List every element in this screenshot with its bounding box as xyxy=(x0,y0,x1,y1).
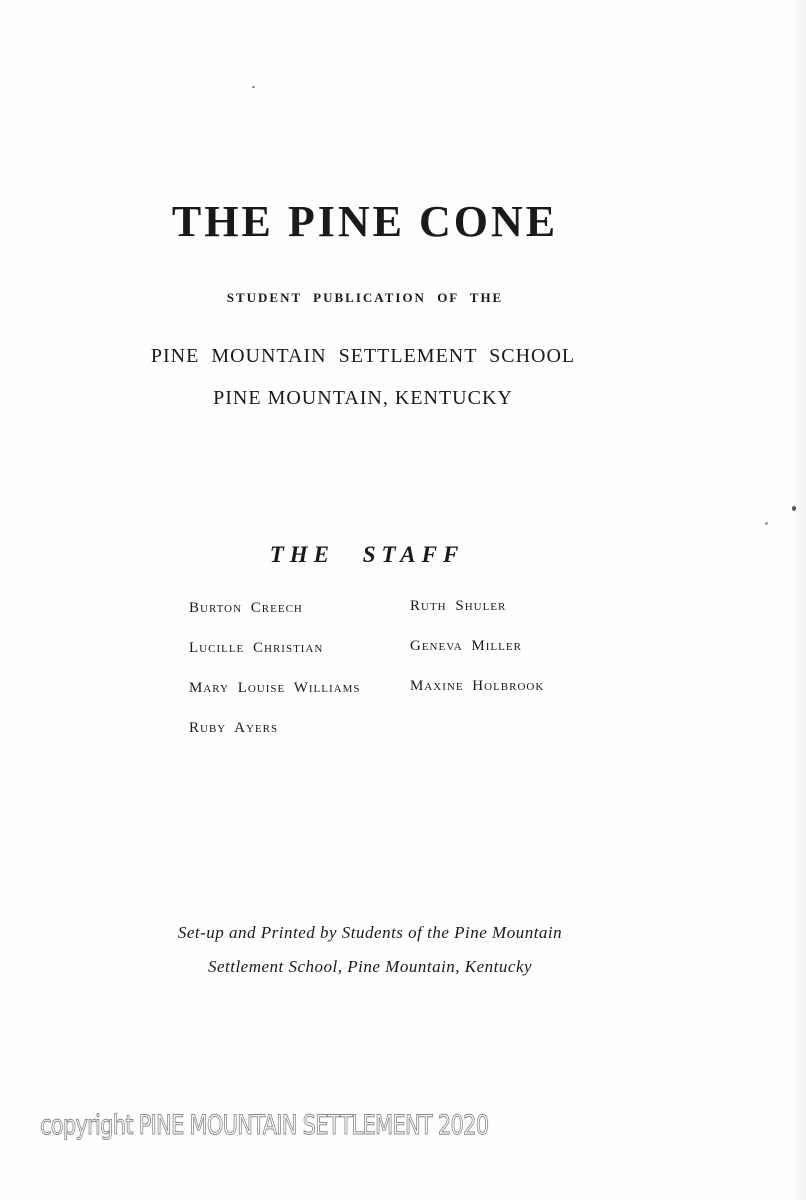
printer-credit-line: Settlement School, Pine Mountain, Kentucky xyxy=(207,957,533,976)
page-edge-shadow xyxy=(792,0,806,1200)
staff-list-left xyxy=(189,600,361,760)
staff-member: Ruth Shuler xyxy=(410,598,507,614)
publication-title: THE PINE CONE xyxy=(171,197,559,246)
staff-member: Lucille Christian xyxy=(189,640,324,656)
paper-speck xyxy=(252,86,255,88)
staff-member: Maxine Holbrook xyxy=(410,678,545,694)
publication-subtitle: STUDENT PUBLICATION OF THE xyxy=(226,290,504,305)
staff-member: Mary Louise Williams xyxy=(189,680,361,696)
printer-credit-line: Set-up and Printed by Students of the Pine Mountain xyxy=(177,923,563,942)
paper-speck xyxy=(765,522,768,525)
staff-member: Ruby Ayers xyxy=(189,720,279,736)
staff-list-right xyxy=(410,598,544,718)
paper-speck xyxy=(792,506,796,511)
staff-heading: THE STAFF xyxy=(269,542,465,567)
school-name: PINE MOUNTAIN SETTLEMENT SCHOOL xyxy=(150,345,576,367)
staff-member: Burton Creech xyxy=(189,600,303,616)
staff-member: Geneva Miller xyxy=(410,638,522,654)
school-location: PINE MOUNTAIN, KENTUCKY xyxy=(213,387,513,409)
printer-credit xyxy=(0,916,740,984)
copyright-watermark: copyright PINE MOUNTAIN SETTLEMENT 2020 xyxy=(40,1110,489,1141)
